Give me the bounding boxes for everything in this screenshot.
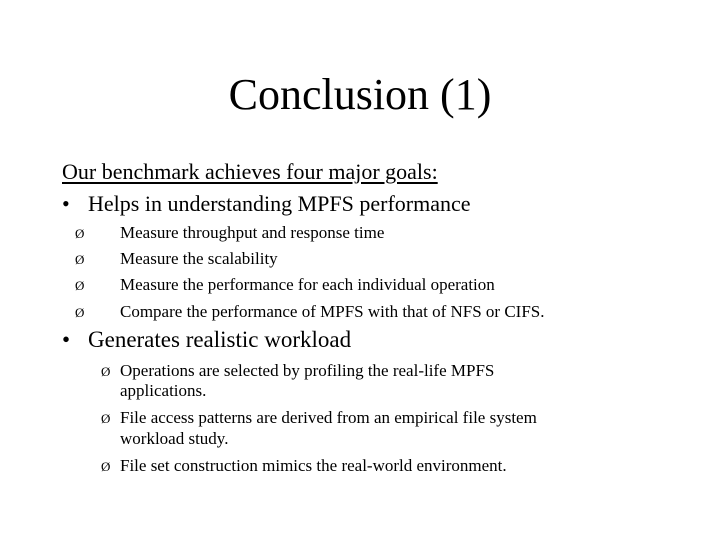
bullet-text: Generates realistic workload (88, 327, 352, 352)
arrow-bullet-icon: Ø (75, 226, 85, 241)
sub-bullet-text: Operations are selected by profiling the real-life MPFS (120, 361, 495, 380)
sub-bullet-text: Measure the scalability (120, 249, 278, 268)
bullet-text: Helps in understanding MPFS performance (88, 191, 471, 216)
sub-bullet-text: Measure the performance for each individual operation (120, 275, 495, 294)
arrow-bullet-icon: Ø (75, 278, 85, 293)
arrow-bullet-icon: Ø (101, 411, 111, 426)
sub-bullet-text: Compare the performance of MPFS with that of NFS or CIFS. (120, 302, 545, 321)
sub-bullet-text: workload study. (120, 429, 229, 448)
intro-text: Our benchmark achieves four major goals: (62, 159, 438, 184)
bullet-dot-icon: • (62, 191, 70, 216)
arrow-bullet-icon: Ø (75, 305, 85, 320)
bullet-dot-icon: • (62, 327, 71, 352)
arrow-bullet-icon: Ø (101, 364, 111, 379)
slide-title: Conclusion (1) (228, 70, 492, 119)
arrow-bullet-icon: Ø (101, 459, 111, 474)
bullet-item (62, 325, 351, 355)
sub-bullet-text: Measure throughput and response time (120, 223, 385, 242)
bullet-item (62, 189, 471, 219)
arrow-bullet-icon: Ø (75, 252, 85, 267)
sub-bullet-text: File access patterns are derived from an empirical file system (120, 408, 537, 427)
sub-bullet-text: File set construction mimics the real-world environment. (120, 456, 507, 475)
sub-bullet-text: applications. (120, 381, 207, 400)
